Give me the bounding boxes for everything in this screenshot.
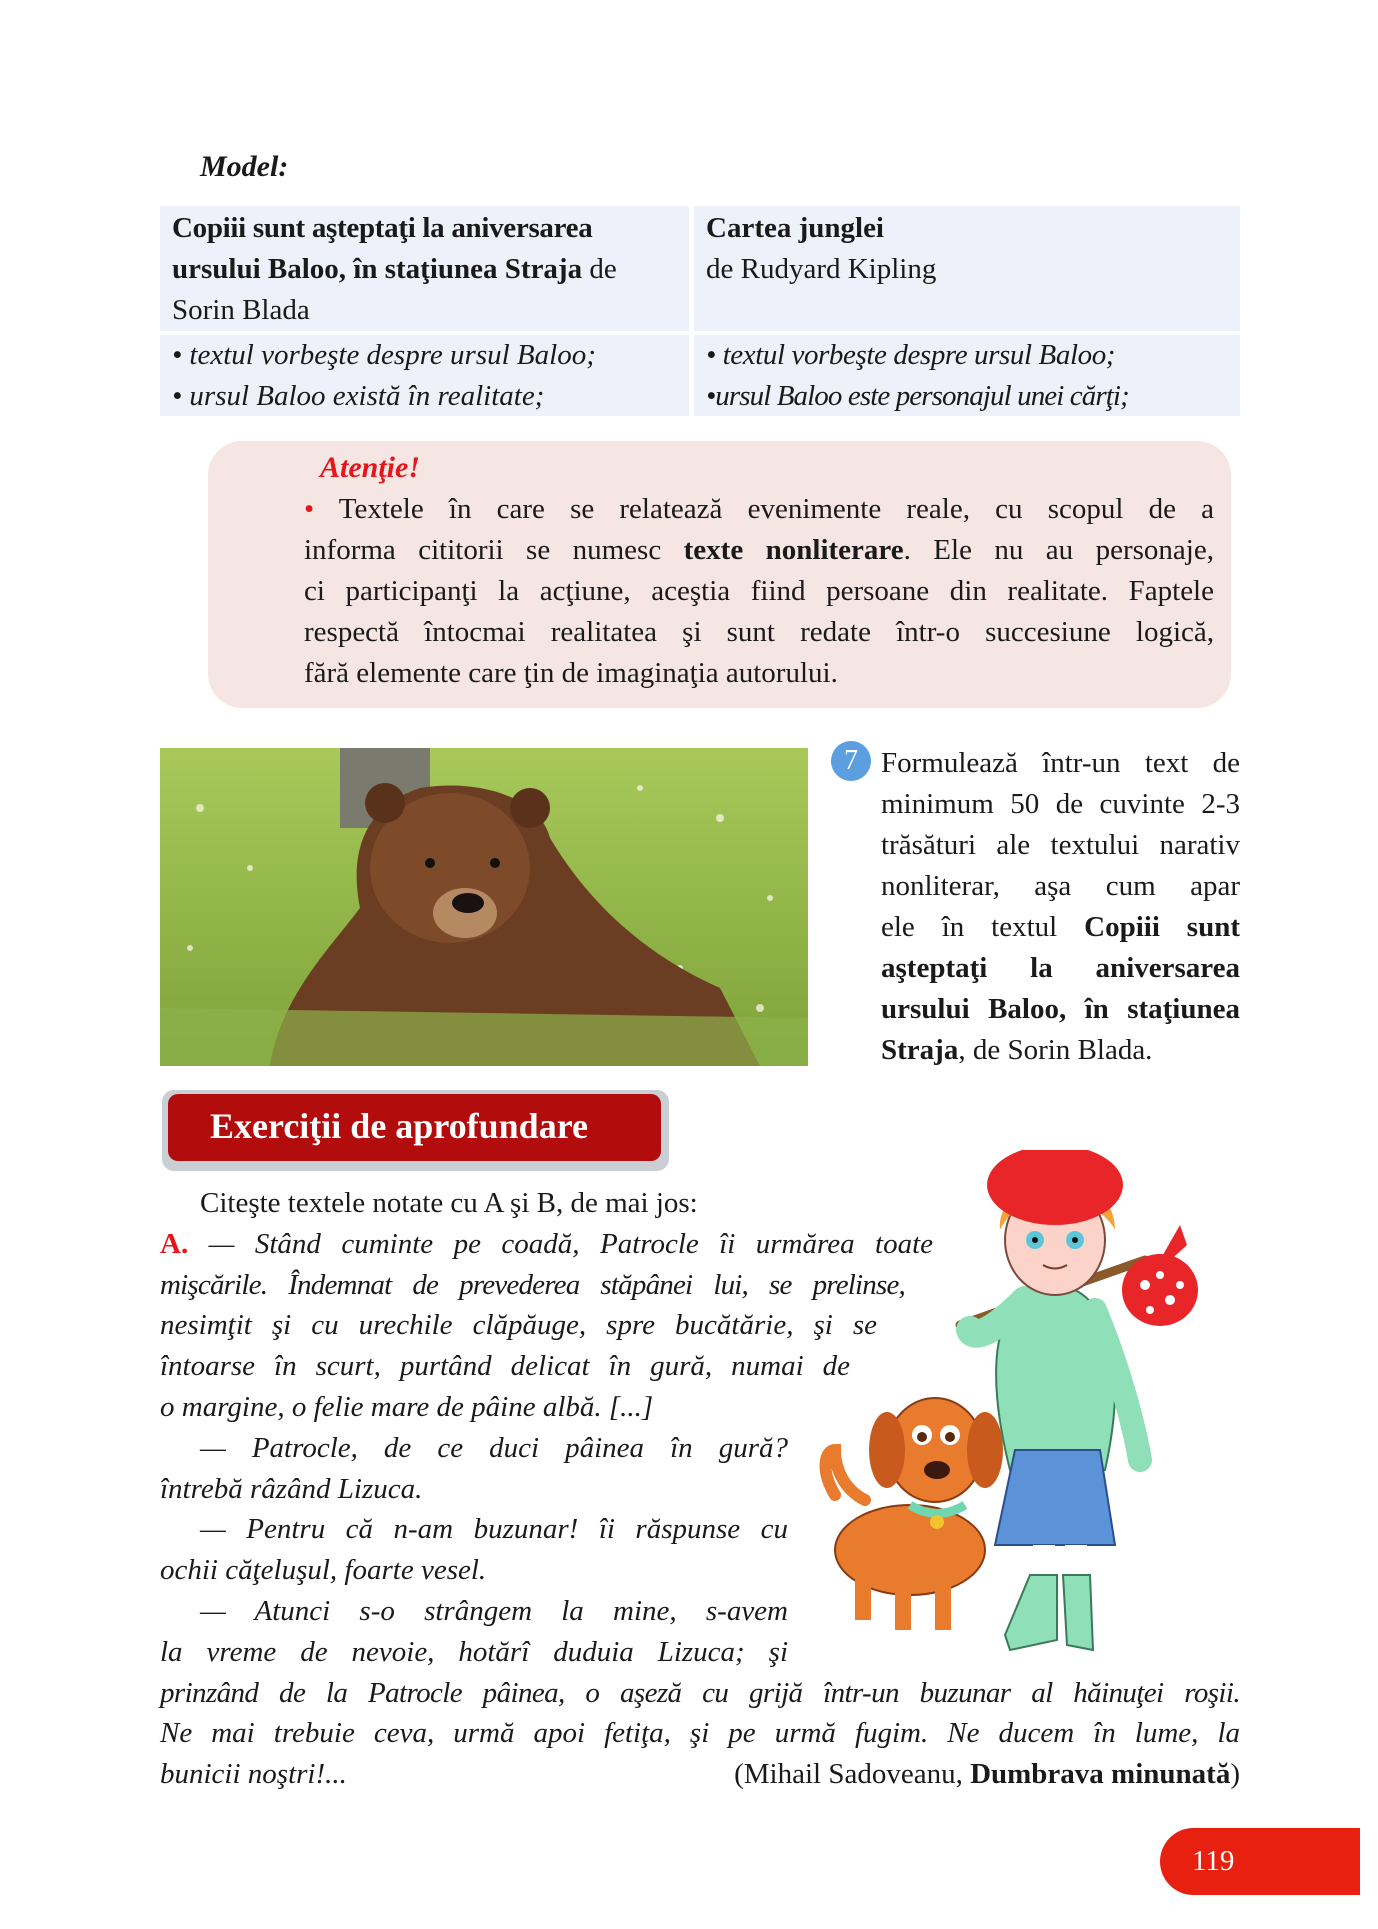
reading-line: întrebă râzând Lizuca.: [160, 1472, 423, 1505]
left-author: Sorin Blada: [172, 294, 310, 326]
reading-line: la vreme de nevoie, hotărî duduia Lizuca; şi: [160, 1635, 788, 1668]
section-heading-button: [162, 1090, 669, 1171]
reading-line: — Patrocle, de ce duci pâinea în gură?: [200, 1431, 788, 1464]
left-title-line: Copiii sunt aşteptaţi la aniversarea: [172, 212, 593, 244]
reading-line: — Atunci s-o strângem la mine, s-avem: [200, 1594, 788, 1627]
right-title: Cartea junglei: [706, 212, 884, 244]
reading-line: mişcările. Îndemnat de prevederea stăpânei lui, se prelinse,: [160, 1268, 905, 1301]
reading-line: o margine, o felie mare de pâine albă. [...]: [160, 1390, 654, 1423]
bear-photo: [160, 748, 808, 1066]
section-heading-label: Exerciţii de aprofundare: [168, 1094, 661, 1161]
exercise-line: Formulează într-un text de: [881, 747, 1240, 779]
exercise-7-text: [881, 743, 1240, 1071]
reading-intro: Citeşte textele notate cu A şi B, de mai jos:: [200, 1187, 698, 1219]
exercise-bold: aşteptaţi la aniversarea: [881, 952, 1240, 984]
page-number-tab: 119: [1160, 1828, 1360, 1895]
reading-line: ochii căţeluşul, foarte vesel.: [160, 1554, 487, 1587]
reading-line: prinzând de la Patrocle pâinea, o aşeză cu grijă într-un buzunar al hăinuţei roşii.: [160, 1676, 1240, 1709]
table-cell-right-points: [694, 335, 1240, 416]
citation-close: ): [1230, 1758, 1240, 1791]
term-bold: texte nonliterare: [683, 534, 904, 566]
right-point: •ursul Baloo este personajul unei cărţi;: [706, 380, 1129, 412]
exercise-line: trăsături ale textului narativ: [881, 829, 1240, 861]
exercise-bold: Straja: [881, 1034, 959, 1066]
exercise-line: minimum 50 de cuvinte 2-3: [881, 788, 1240, 820]
text-a-label: A.: [160, 1227, 189, 1260]
reading-line: — Pentru că n-am buzunar! îi răspunse cu: [200, 1513, 788, 1546]
attention-line: respectă întocmai realitatea şi sunt redate într-o succesiune logică,: [304, 616, 1214, 648]
left-author-suffix: de: [582, 253, 617, 285]
attention-line: fără elemente care ţin de imaginaţia autorului.: [304, 657, 838, 689]
model-label: Model:: [200, 150, 289, 183]
left-point: • textul vorbeşte despre ursul Baloo;: [172, 339, 596, 371]
reading-line: Ne mai trebuie ceva, urmă apoi fetiţa, şi pe urmă fugim. Ne ducem în lume, la: [160, 1717, 1240, 1750]
right-author: de Rudyard Kipling: [706, 253, 937, 285]
exercise-number-badge: 7: [831, 741, 871, 781]
attention-line: informa cititorii se numesc: [304, 534, 684, 566]
exercise-bold: Copiii sunt: [1084, 911, 1240, 943]
left-title-line: ursului Baloo, în staţiunea Straja: [172, 253, 583, 285]
girl-and-dog-illustration: [815, 1150, 1235, 1660]
right-point: • textul vorbeşte despre ursul Baloo;: [706, 339, 1116, 371]
reading-line: — Stând cuminte pe coadă, Patrocle îi urmărea toate: [188, 1227, 933, 1260]
exercise-line: , de Sorin Blada.: [958, 1034, 1153, 1066]
exercise-bold: ursului Baloo, în staţiunea: [881, 993, 1240, 1025]
citation: [734, 1754, 1240, 1795]
exercise-line: nonliterar, aşa cum apar: [881, 870, 1240, 902]
reading-line: întoarse în scurt, purtând delicat în gură, numai de: [160, 1350, 850, 1383]
table-cell-left-points: [160, 335, 689, 416]
attention-text: [304, 489, 1214, 694]
left-point: • ursul Baloo există în realitate;: [172, 380, 545, 412]
reading-line: bunicii noştri!...: [160, 1758, 347, 1791]
table-cell-right-title: [694, 206, 1240, 331]
attention-title: Atenţie!: [320, 451, 421, 484]
exercise-line: ele în textul: [881, 911, 1085, 943]
table-cell-left-title: [160, 206, 689, 331]
attention-line: . Ele nu au personaje,: [903, 534, 1214, 566]
attention-line: Textele în care se relatează evenimente reale, cu scopul de a: [314, 493, 1214, 525]
citation-title: Dumbrava minunată: [970, 1758, 1231, 1791]
citation-author: (Mihail Sadoveanu,: [734, 1758, 971, 1791]
attention-line: ci participanţi la acţiune, aceştia fiind persoane din realitate. Faptele: [304, 575, 1214, 607]
bullet-icon: •: [304, 493, 315, 525]
reading-line: nesimţit şi cu urechile clăpăuge, spre bucătărie, şi se: [160, 1309, 877, 1342]
